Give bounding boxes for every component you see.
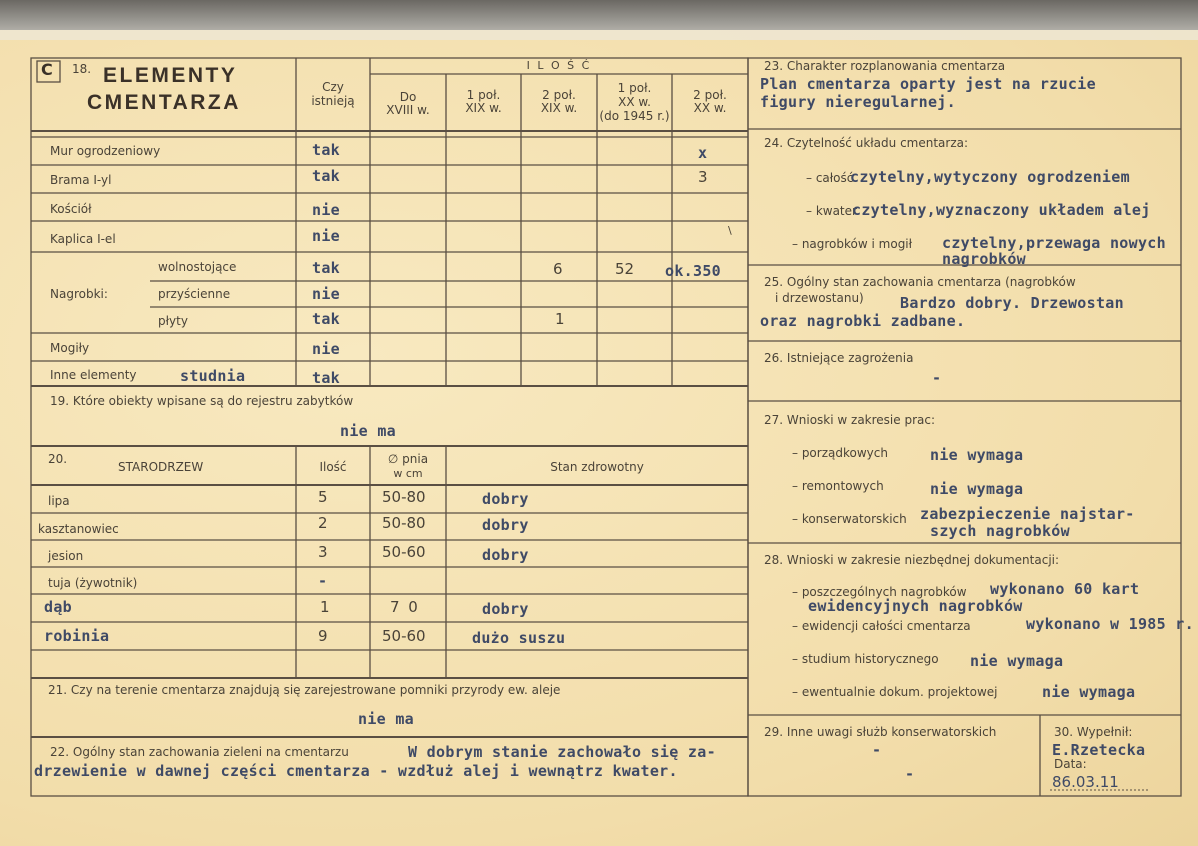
period-2-l1: 1 poł. xyxy=(466,88,501,102)
tree-name: tuja (żywotnik) xyxy=(48,576,138,590)
s28-item-label: – ewentualnie dokum. projektowej xyxy=(792,685,998,699)
quantity-value: 52 xyxy=(615,260,635,278)
s24-nagrobkow-value-1: czytelny,przewaga nowych xyxy=(942,234,1166,252)
s22-value-1: W dobrym stanie zachowało się za- xyxy=(408,743,716,761)
element-label: Kaplica I-el xyxy=(50,232,116,246)
s29-value-1: - xyxy=(872,741,882,759)
tree-diameter: 50-80 xyxy=(382,488,426,506)
title-line-2: CMENTARZA xyxy=(87,91,241,114)
tree-qty: 1 xyxy=(320,598,330,616)
s29-label: 29. Inne uwagi służb konserwatorskich xyxy=(764,725,997,739)
exists-value: nie xyxy=(312,285,340,303)
s20-col-state: Stan zdrowotny xyxy=(550,460,644,474)
tree-qty: 2 xyxy=(318,514,328,532)
quantity-value: 3 xyxy=(698,168,708,186)
section-18-number: 18. xyxy=(72,62,92,76)
tree-qty: - xyxy=(318,572,328,590)
s26-label: 26. Istniejące zagrożenia xyxy=(764,351,914,365)
exists-value: nie xyxy=(312,227,340,245)
s24-nagrobkow-label: – nagrobków i mogił xyxy=(792,237,913,251)
s25-label-1: 25. Ogólny stan zachowania cmentarza (nagrobków xyxy=(764,275,1076,289)
element-label: wolnostojące xyxy=(158,260,237,274)
period-4-l1: 1 poł. xyxy=(617,81,652,95)
s28-item-label: – studium historycznego xyxy=(792,652,939,666)
s30-label: 30. Wypełnił: xyxy=(1054,725,1133,739)
other-element-value: studnia xyxy=(180,367,246,385)
s27-item-value-2: szych nagrobków xyxy=(930,522,1070,540)
period-5-l1: 2 poł. xyxy=(693,88,727,102)
element-label: Mur ogrodzeniowy xyxy=(50,144,161,158)
s21-label: 21. Czy na terenie cmentarza znajdują się zarejestrowane pomniki przyrody ew. aleje xyxy=(48,683,561,697)
tree-qty: 3 xyxy=(318,543,328,561)
quantity-value: 6 xyxy=(553,260,563,278)
tree-diameter: 50-60 xyxy=(382,627,426,645)
tree-state: dobry xyxy=(482,516,529,534)
tree-diameter: 50-80 xyxy=(382,514,426,532)
period-4-l3: (do 1945 r.) xyxy=(599,109,670,123)
s25-label-2: i drzewostanu) xyxy=(775,291,864,305)
exists-value: tak xyxy=(312,259,340,277)
s27-label: 27. Wnioski w zakresie prac: xyxy=(764,413,936,427)
tree-name: kasztanowiec xyxy=(38,522,119,536)
quantity-value: x xyxy=(698,144,708,162)
exists-value: nie xyxy=(312,201,340,219)
s24-kwater-label: – kwater xyxy=(806,204,857,218)
title-line-1: ELEMENTY xyxy=(103,64,238,87)
s27-item-label: – porządkowych xyxy=(792,446,888,460)
col-exists-header-2: istnieją xyxy=(311,94,355,108)
s28-item-value: wykonano 60 kart xyxy=(990,580,1140,598)
s20-number: 20. xyxy=(48,452,68,466)
exists-value: nie xyxy=(312,340,340,358)
quantity-header: I L O Ś Ć xyxy=(526,59,592,72)
tree-state: dobry xyxy=(482,546,529,564)
s27-item-label: – konserwatorskich xyxy=(792,512,907,526)
element-label: Kościół xyxy=(50,202,92,216)
tree-state: dobry xyxy=(482,600,529,618)
quantity-value: 1 xyxy=(555,310,565,328)
element-label: przyścienne xyxy=(158,287,231,301)
tree-qty: 5 xyxy=(318,488,328,506)
element-label: Mogiły xyxy=(50,341,90,355)
tree-name: robinia xyxy=(44,627,110,645)
element-label: płyty xyxy=(158,314,188,328)
s28-item-value-2: ewidencyjnych nagrobków xyxy=(808,597,1023,615)
exists-value: tak xyxy=(312,141,340,159)
s27-item-label: – remontowych xyxy=(792,479,884,493)
s27-item-value: zabezpieczenie najstar- xyxy=(920,505,1135,523)
s24-calosc-label: – całość xyxy=(806,171,854,185)
period-3-l1: 2 poł. xyxy=(542,88,576,102)
element-label: Inne elementy xyxy=(50,368,137,382)
s20-col-qty: Ilość xyxy=(319,460,347,474)
period-4-l2: XX w. xyxy=(618,95,651,109)
tree-diameter: 7 0 xyxy=(390,598,420,616)
s24-kwater-value: czytelny,wyznaczony układem alej xyxy=(852,201,1151,219)
exists-value: tak xyxy=(312,369,340,387)
period-5-l2: XX w. xyxy=(693,101,727,115)
s24-calosc-value: czytelny,wytyczony ogrodzeniem xyxy=(850,168,1130,186)
section-letter: C xyxy=(41,60,53,79)
tree-name: lipa xyxy=(48,494,70,508)
s29-value-2: - xyxy=(905,765,915,783)
s28-item-label: – poszczególnych nagrobków xyxy=(792,585,967,599)
s21-value: nie ma xyxy=(358,710,414,728)
period-1-l2: XVIII w. xyxy=(386,103,430,117)
exists-value: tak xyxy=(312,310,340,328)
col-exists-header-1: Czy xyxy=(322,80,344,94)
date-label: Data: xyxy=(1054,757,1087,771)
quantity-value: ok.350 xyxy=(665,262,721,280)
s22-label: 22. Ogólny stan zachowania zieleni na cmentarzu xyxy=(50,745,349,759)
tree-diameter: 50-60 xyxy=(382,543,426,561)
quantity-mark: \ xyxy=(728,224,732,237)
tree-state: dobry xyxy=(482,490,529,508)
s25-value-2: oraz nagrobki zadbane. xyxy=(760,312,966,330)
element-label: Brama I-yl xyxy=(50,173,112,187)
s27-item-value: nie wymaga xyxy=(930,480,1024,498)
nagrobki-label: Nagrobki: xyxy=(50,287,108,301)
tree-qty: 9 xyxy=(318,627,328,645)
s28-item-label: – ewidencji całości cmentarza xyxy=(792,619,971,633)
period-3-l2: XIX w. xyxy=(540,101,578,115)
tree-name: dąb xyxy=(44,598,72,616)
filled-by-name: E.Rzetecka xyxy=(1052,741,1146,759)
s24-nagrobkow-value-2: nagrobków xyxy=(942,250,1026,268)
s28-item-value: nie wymaga xyxy=(1042,683,1136,701)
s23-label: 23. Charakter rozplanowania cmentarza xyxy=(764,59,1006,73)
period-2-l2: XIX w. xyxy=(465,101,502,115)
s28-label: 28. Wnioski w zakresie niezbędnej dokumentacji: xyxy=(764,553,1060,567)
s20-col-diameter-unit: w cm xyxy=(393,467,423,480)
s19-label: 19. Które obiekty wpisane są do rejestru zabytków xyxy=(50,394,354,408)
exists-value: tak xyxy=(312,167,340,185)
tree-name: jesion xyxy=(48,549,84,563)
s23-value-2: figury nieregularnej. xyxy=(760,93,956,111)
s26-value: - xyxy=(932,369,942,387)
tree-state: dużo suszu xyxy=(472,629,566,647)
date-value: 86.03.11 xyxy=(1052,773,1119,791)
s27-item-value: nie wymaga xyxy=(930,446,1024,464)
s23-value-1: Plan cmentarza oparty jest na rzucie xyxy=(760,75,1096,93)
s19-value: nie ma xyxy=(340,422,396,440)
s28-item-value: nie wymaga xyxy=(970,652,1064,670)
s28-item-value: wykonano w 1985 r. xyxy=(1026,615,1194,633)
s20-col-name: STARODRZEW xyxy=(118,460,204,474)
s24-label: 24. Czytelność układu cmentarza: xyxy=(764,136,969,150)
period-1-l1: Do xyxy=(399,90,417,104)
s22-value-2: drzewienie w dawnej części cmentarza - wzdłuż alej i wewnątrz kwater. xyxy=(34,762,678,780)
s25-value-1: Bardzo dobry. Drzewostan xyxy=(900,294,1124,312)
s20-col-diameter: ∅ pnia xyxy=(387,452,429,466)
